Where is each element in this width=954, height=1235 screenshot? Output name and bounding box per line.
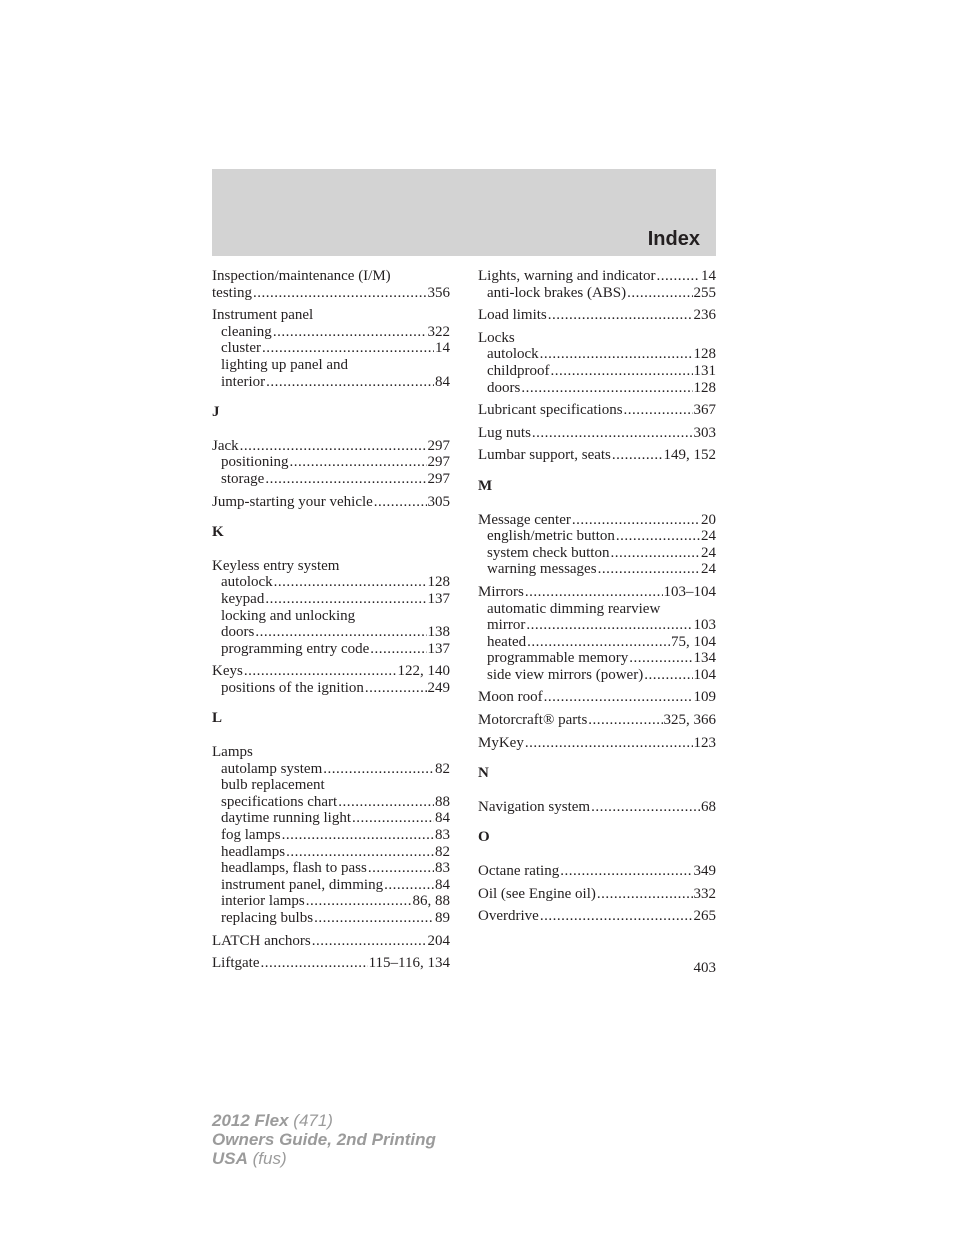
dot-leader [312, 933, 427, 950]
index-entry [212, 558, 450, 658]
dot-leader [338, 794, 434, 811]
entry-page-ref: 14 [701, 268, 716, 284]
index-main-line [478, 268, 716, 285]
entry-page-ref: 367 [693, 402, 716, 419]
entry-text: Lubricant specifications [478, 402, 623, 419]
entry-text: headlamps, flash to pass [221, 860, 367, 877]
index-main-line [212, 438, 450, 455]
index-main-line [478, 447, 716, 464]
index-entry [212, 307, 450, 390]
dot-leader [266, 374, 434, 391]
dot-leader [656, 268, 700, 285]
dot-leader [550, 363, 692, 380]
index-entry [478, 584, 716, 684]
entry-text: Jump-starting your vehicle [212, 493, 373, 510]
index-main-line [478, 863, 716, 880]
entry-text: autolock [487, 346, 539, 363]
entry-text: doors [221, 624, 255, 641]
index-main-line [478, 330, 716, 347]
index-entry [478, 712, 716, 729]
entry-text: doors [487, 379, 521, 396]
index-subentry [212, 810, 450, 827]
entry-page-ref: 84 [435, 876, 450, 893]
index-main-line [212, 955, 450, 972]
entry-text: Moon roof [478, 689, 543, 706]
index-subentry [212, 374, 450, 391]
index-entry [212, 933, 450, 950]
entry-text: warning messages [487, 561, 597, 578]
index-entry [212, 955, 450, 972]
index-main-line [212, 744, 450, 761]
dot-leader [521, 380, 692, 397]
index-main-line [478, 512, 716, 529]
entry-page-ref: 103–104 [663, 583, 716, 600]
entry-page-ref: 236 [693, 307, 716, 324]
entry-page-ref: 115–116, 134 [368, 955, 450, 972]
entry-text: positioning [221, 454, 289, 471]
entry-text: testing [212, 284, 252, 301]
dot-leader [560, 863, 692, 880]
entry-page-ref: 68 [701, 798, 716, 815]
dot-leader [610, 545, 700, 562]
entry-page-ref: 128 [693, 346, 716, 363]
entry-page-ref: 137 [427, 640, 450, 657]
footer-line-region: USA (fus) [212, 1149, 287, 1168]
index-entry [212, 494, 450, 511]
entry-text: Instrument panel [212, 307, 314, 324]
dot-leader [525, 735, 693, 752]
index-subentry [212, 591, 450, 608]
entry-page-ref: 14 [435, 340, 450, 357]
index-subentry [478, 667, 716, 684]
index-subentry [212, 454, 450, 471]
index-letter-heading: L [212, 710, 223, 727]
entry-page-ref: 332 [693, 885, 716, 902]
dot-leader [591, 799, 700, 816]
index-subentry [478, 561, 716, 578]
entry-text: keypad [221, 590, 265, 607]
entry-page-ref: 88 [435, 793, 450, 810]
index-main-line [212, 933, 450, 950]
entry-page-ref: 131 [693, 362, 716, 379]
entry-text: headlamps [221, 843, 286, 860]
entry-page-ref: 249 [427, 679, 450, 696]
entry-page-ref: 109 [693, 689, 716, 706]
entry-page-ref: 349 [693, 863, 716, 880]
index-letter-heading: J [212, 404, 220, 421]
entry-text: specifications chart [221, 793, 338, 810]
index-subentry [212, 910, 450, 927]
entry-page-ref: 82 [435, 843, 450, 860]
dot-leader [526, 617, 692, 634]
index-main-line [478, 886, 716, 903]
entry-page-ref: 84 [435, 810, 450, 827]
entry-text: childproof [487, 362, 550, 379]
dot-leader [612, 447, 663, 464]
entry-text: Overdrive [478, 908, 539, 925]
index-entry [478, 512, 716, 578]
index-entry [212, 744, 450, 927]
index-subentry [478, 650, 716, 667]
dot-leader [274, 574, 427, 591]
index-main-line [212, 307, 450, 324]
entry-text: Octane rating [478, 863, 560, 880]
index-entry [478, 330, 716, 396]
index-subentry [212, 471, 450, 488]
dot-leader [282, 827, 434, 844]
entry-text: Locks [478, 329, 515, 346]
entry-page-ref: 83 [435, 827, 450, 844]
dot-leader [540, 346, 693, 363]
entry-text: side view mirrors (power) [487, 666, 644, 683]
dot-leader [368, 860, 434, 877]
entry-text: Navigation system [478, 798, 591, 815]
dot-leader [262, 340, 434, 357]
index-subentry [212, 624, 450, 641]
index-subentry [212, 844, 450, 861]
entry-text: Load limits [478, 307, 547, 324]
entry-text: instrument panel, dimming [221, 876, 384, 893]
index-main-line [212, 558, 450, 575]
dot-leader [532, 425, 693, 442]
entry-text: Liftgate [212, 955, 260, 972]
entry-page-ref: 303 [693, 424, 716, 441]
entry-page-ref: 24 [701, 528, 716, 545]
dot-leader [323, 761, 434, 778]
index-subentry [212, 357, 450, 374]
index-main-line [212, 494, 450, 511]
dot-leader [629, 650, 692, 667]
index-subentry [212, 324, 450, 341]
entry-text: Lamps [212, 744, 253, 761]
index-entry [478, 425, 716, 442]
index-subentry [478, 601, 716, 618]
dot-leader [548, 307, 693, 324]
dot-leader [598, 561, 700, 578]
entry-page-ref: 138 [427, 624, 450, 641]
dot-leader [273, 324, 427, 341]
index-subentry [478, 528, 716, 545]
index-entry [478, 307, 716, 324]
index-letter-heading: K [212, 524, 224, 541]
entry-page-ref: 297 [427, 437, 450, 454]
entry-text: Keys [212, 663, 243, 680]
index-main-line [478, 402, 716, 419]
entry-text: Lug nuts [478, 424, 531, 441]
index-entry [478, 402, 716, 419]
entry-page-ref: 75, 104 [671, 633, 716, 650]
entry-text: positions of the ignition [221, 679, 364, 696]
index-entry [478, 447, 716, 464]
index-letter-heading: M [478, 477, 493, 494]
dot-leader [352, 810, 434, 827]
index-entry [478, 799, 716, 816]
entry-page-ref: 122, 140 [397, 663, 450, 680]
page-title: Index [647, 228, 700, 250]
entry-text: bulb replacement [221, 777, 325, 794]
index-main-line [478, 307, 716, 324]
index-column-right [478, 268, 716, 931]
dot-leader [624, 402, 693, 419]
entry-text: locking and unlocking [221, 607, 356, 624]
entry-text: anti-lock brakes (ABS) [487, 284, 627, 301]
entry-text: programming entry code [221, 640, 370, 657]
index-entry [478, 735, 716, 752]
index-header-band [212, 169, 716, 256]
entry-page-ref: 356 [427, 284, 450, 301]
entry-page-ref: 322 [427, 323, 450, 340]
index-subentry [478, 285, 716, 302]
entry-page-ref: 265 [693, 908, 716, 925]
index-main-line [212, 268, 450, 285]
index-entry [478, 863, 716, 880]
dot-leader [572, 512, 700, 529]
entry-page-ref: 128 [693, 379, 716, 396]
index-main-line [478, 584, 716, 601]
entry-page-ref: 137 [427, 590, 450, 607]
index-entry [478, 908, 716, 925]
index-main-line [212, 663, 450, 680]
entry-text: Message center [478, 511, 571, 528]
entry-text: Keyless entry system [212, 557, 340, 574]
entry-page-ref: 84 [435, 373, 450, 390]
entry-text: MyKey [478, 734, 524, 751]
dot-leader [240, 438, 427, 455]
entry-text: heated [487, 633, 527, 650]
index-subentry [212, 340, 450, 357]
entry-text: cleaning [221, 323, 272, 340]
index-entry [478, 268, 716, 301]
index-subentry [478, 617, 716, 634]
index-subentry [212, 827, 450, 844]
index-subentry [478, 363, 716, 380]
dot-leader [527, 634, 670, 651]
dot-leader [286, 844, 434, 861]
index-main-line [478, 689, 716, 706]
index-column-left [212, 268, 450, 978]
entry-text: programmable memory [487, 650, 629, 667]
entry-text: autolamp system [221, 760, 323, 777]
entry-text: fog lamps [221, 827, 281, 844]
entry-text: Lights, warning and indicator [478, 268, 656, 284]
index-main-line [478, 735, 716, 752]
entry-text: Lumbar support, seats [478, 447, 611, 464]
dot-leader [255, 624, 426, 641]
entry-text: automatic dimming rearview [487, 600, 661, 617]
index-subentry [478, 634, 716, 651]
entry-text: LATCH anchors [212, 932, 311, 949]
entry-text: Jack [212, 437, 239, 454]
entry-page-ref: 86, 88 [412, 893, 450, 910]
index-letter-heading: N [478, 765, 489, 782]
index-subentry [212, 641, 450, 658]
dot-leader [627, 285, 692, 302]
footer-line-model: 2012 Flex (471) [212, 1111, 333, 1130]
entry-page-ref: 297 [427, 454, 450, 471]
dot-leader [365, 680, 427, 697]
footer-line-guide: Owners Guide, 2nd Printing [212, 1130, 436, 1149]
index-main-line [478, 712, 716, 729]
index-subentry [212, 608, 450, 625]
document-footer [212, 1111, 436, 1168]
dot-leader [644, 667, 692, 684]
index-main-line [478, 799, 716, 816]
entry-text: storage [221, 470, 265, 487]
dot-leader [260, 955, 367, 972]
entry-text: cluster [221, 340, 261, 357]
entry-page-ref: 134 [693, 650, 716, 667]
dot-leader [306, 893, 412, 910]
dot-leader [597, 886, 693, 903]
entry-page-ref: 83 [435, 860, 450, 877]
entry-text: Motorcraft® parts [478, 712, 588, 729]
index-subentry [212, 860, 450, 877]
index-entry [212, 438, 450, 488]
index-entry [212, 663, 450, 696]
index-entry [212, 268, 450, 301]
dot-leader [253, 285, 427, 302]
dot-leader [265, 471, 426, 488]
index-subentry [212, 794, 450, 811]
dot-leader [370, 641, 426, 658]
entry-text: Oil (see Engine oil) [478, 885, 596, 902]
entry-page-ref: 24 [701, 544, 716, 561]
entry-text: Inspection/maintenance (I/M) [212, 268, 391, 284]
dot-leader [290, 454, 427, 471]
dot-leader [314, 910, 434, 927]
dot-leader [374, 494, 427, 511]
dot-leader [265, 591, 426, 608]
index-subentry [212, 893, 450, 910]
index-subentry [212, 574, 450, 591]
entry-text: mirror [487, 617, 526, 634]
entry-text: english/metric button [487, 528, 615, 545]
entry-page-ref: 89 [435, 910, 450, 926]
entry-text: system check button [487, 544, 610, 561]
dot-leader [244, 663, 397, 680]
entry-page-ref: 297 [427, 470, 450, 487]
index-subentry [212, 877, 450, 894]
entry-text: interior [221, 373, 266, 390]
index-subentry [478, 545, 716, 562]
index-entry [478, 886, 716, 903]
entry-page-ref: 104 [693, 666, 716, 683]
dot-leader [588, 712, 662, 729]
dot-leader [525, 584, 663, 601]
index-main-line [478, 908, 716, 925]
entry-page-ref: 24 [701, 561, 716, 578]
entry-page-ref: 305 [427, 493, 450, 510]
index-subentry [212, 680, 450, 697]
index-subentry [212, 761, 450, 778]
index-subentry [212, 777, 450, 794]
index-subentry [478, 346, 716, 363]
entry-page-ref: 204 [427, 932, 450, 949]
entry-page-ref: 123 [693, 734, 716, 751]
entry-page-ref: 325, 366 [663, 712, 716, 729]
entry-page-ref: 128 [427, 574, 450, 591]
entry-text: Mirrors [478, 583, 524, 600]
entry-text: autolock [221, 574, 273, 591]
index-main-line [212, 285, 450, 302]
dot-leader [540, 908, 693, 925]
entry-text: interior lamps [221, 893, 305, 910]
entry-page-ref: 82 [435, 760, 450, 777]
entry-text: replacing bulbs [221, 910, 314, 926]
entry-page-ref: 103 [693, 617, 716, 634]
dot-leader [544, 689, 693, 706]
entry-page-ref: 255 [693, 284, 716, 301]
page-number: 403 [693, 960, 716, 976]
entry-page-ref: 20 [701, 511, 716, 528]
entry-page-ref: 149, 152 [663, 447, 716, 464]
entry-text: lighting up panel and [221, 356, 349, 373]
index-main-line [478, 425, 716, 442]
index-subentry [478, 380, 716, 397]
entry-text: daytime running light [221, 810, 351, 827]
dot-leader [616, 528, 700, 545]
index-entry [478, 689, 716, 706]
dot-leader [384, 877, 434, 894]
index-letter-heading: O [478, 829, 490, 846]
